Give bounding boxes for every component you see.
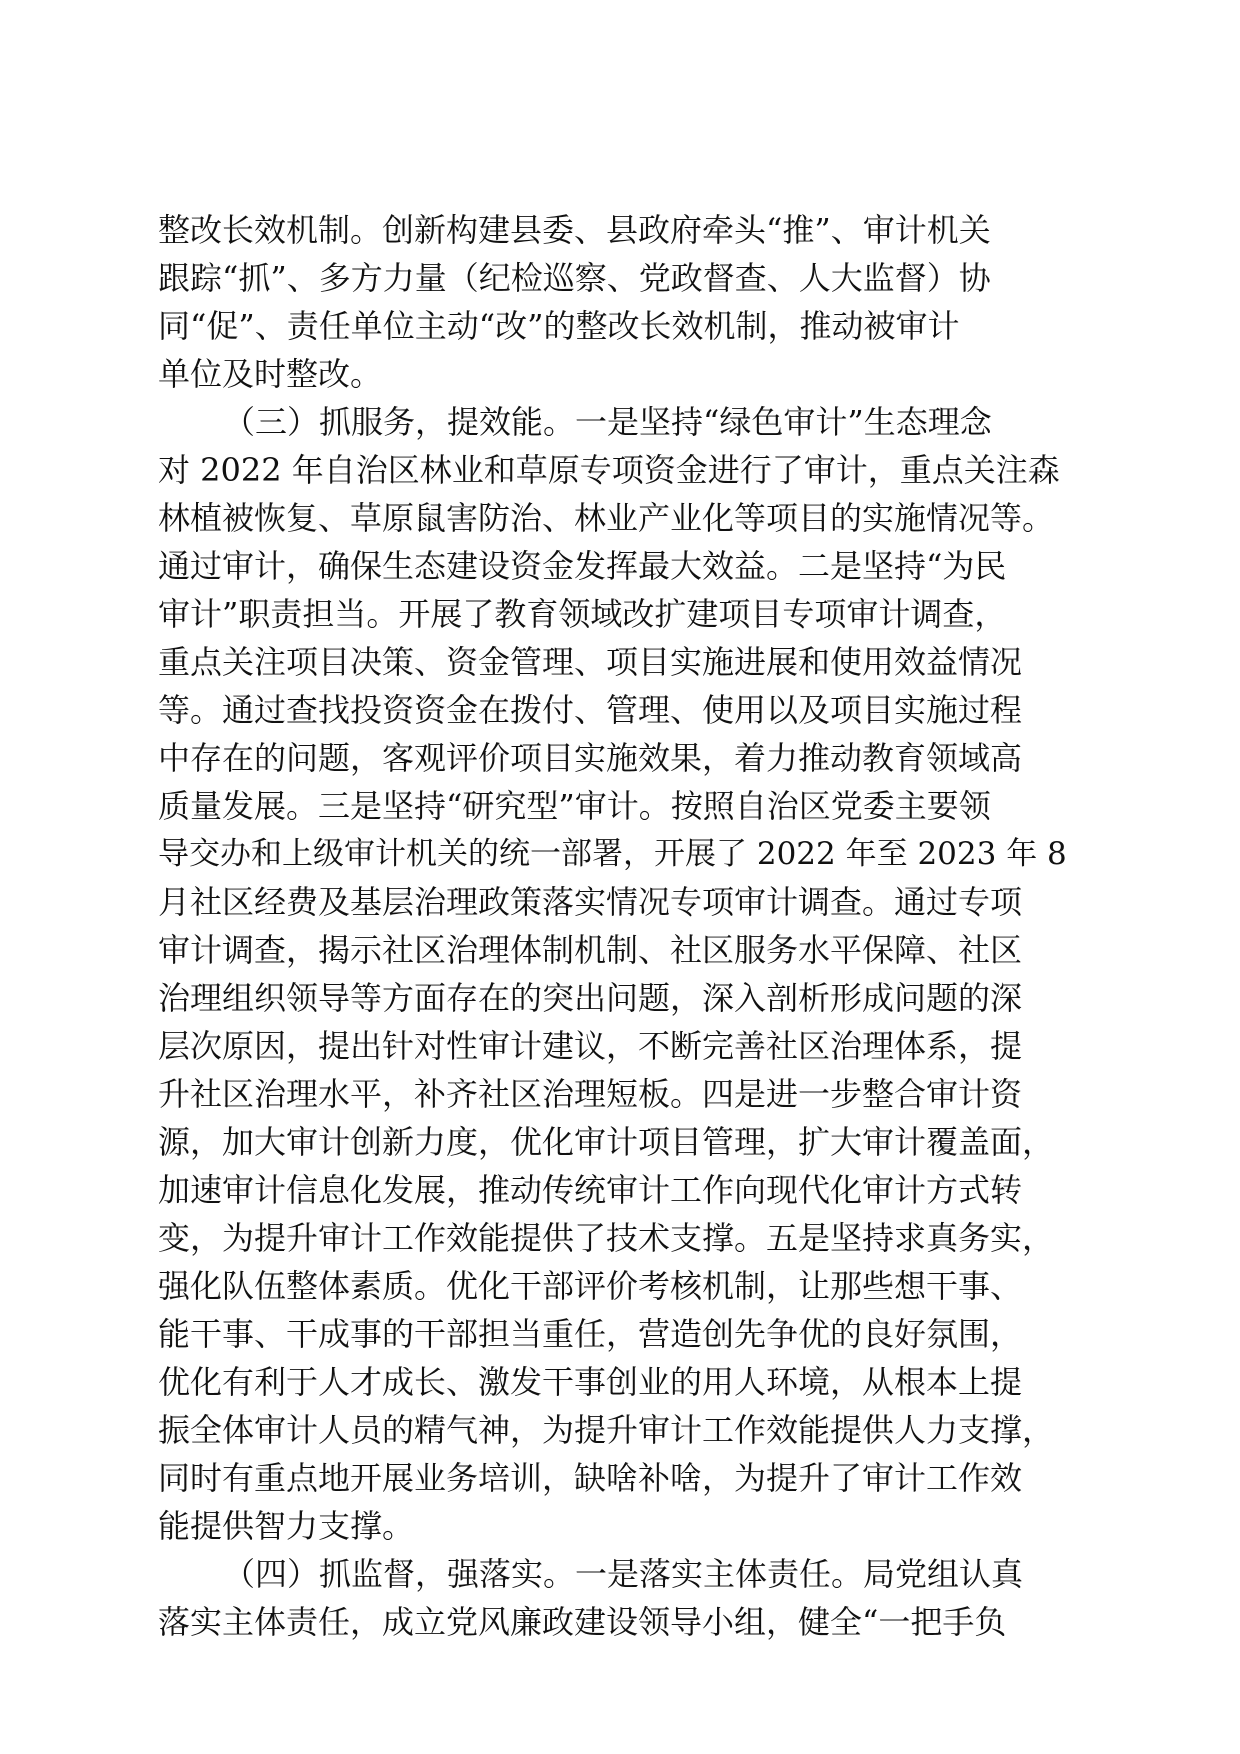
text-line-9: 审计”职责担当。开展了教育领域改扩建项目专项审计调查， — [158, 595, 1007, 633]
text-line-25: 优化有利于人才成长、激发干事创业的用人环境，从根本上提 — [158, 1363, 1023, 1401]
text-line-29: （四）抓监督，强落实。一是落实主体责任。局党组认真 — [223, 1555, 1024, 1593]
text-line-2: 跟踪“抓”、多方力量（纪检巡察、党政督查、人大监督）协 — [158, 259, 991, 297]
text-line-16: 审计调查，揭示社区治理体制机制、社区服务水平保障、社区 — [158, 931, 1023, 969]
text-line-15: 月社区经费及基层治理政策落实情况专项审计调查。通过专项 — [158, 883, 1023, 921]
text-line-8: 通过审计，确保生态建设资金发挥最大效益。二是坚持“为民 — [158, 547, 1007, 585]
text-line-3: 同“促”、责任单位主动“改”的整改长效机制，推动被审计 — [158, 307, 960, 345]
text-line-26: 振全体审计人员的精气神，为提升审计工作效能提供人力支撑， — [158, 1411, 1055, 1449]
text-line-12: 中存在的问题，客观评价项目实施效果，着力推动教育领域高 — [158, 739, 1023, 777]
text-line-18: 层次原因，提出针对性审计建议，不断完善社区治理体系，提 — [158, 1027, 1023, 1065]
text-line-13: 质量发展。三是坚持“研究型”审计。按照自治区党委主要领 — [158, 787, 991, 825]
text-line-1: 整改长效机制。创新构建县委、县政府牵头“推”、审计机关 — [158, 211, 991, 249]
text-line-19: 升社区治理水平，补齐社区治理短板。四是进一步整合审计资 — [158, 1075, 1023, 1113]
text-line-10: 重点关注项目决策、资金管理、项目实施进展和使用效益情况 — [158, 643, 1023, 681]
text-line-22: 变，为提升审计工作效能提供了技术支撑。五是坚持求真务实， — [158, 1219, 1055, 1257]
text-line-30: 落实主体责任，成立党风廉政建设领导小组，健全“一把手负 — [158, 1603, 1007, 1641]
text-line-28: 能提供智力支撑。 — [158, 1507, 415, 1545]
text-line-5: （三）抓服务，提效能。一是坚持“绿色审计”生态理念 — [223, 403, 992, 441]
text-line-24: 能干事、干成事的干部担当重任，营造创先争优的良好氛围， — [158, 1315, 1023, 1353]
text-line-20: 源，加大审计创新力度，优化审计项目管理，扩大审计覆盖面， — [158, 1123, 1055, 1161]
text-line-27: 同时有重点地开展业务培训，缺啥补啥，为提升了审计工作效 — [158, 1459, 1023, 1497]
text-line-7: 林植被恢复、草原鼠害防治、林业产业化等项目的实施情况等。 — [158, 499, 1055, 537]
text-line-23: 强化队伍整体素质。优化干部评价考核机制，让那些想干事、 — [158, 1267, 1023, 1305]
text-line-4: 单位及时整改。 — [158, 355, 383, 393]
text-line-11: 等。通过查找投资资金在拨付、管理、使用以及项目实施过程 — [158, 691, 1023, 729]
text-line-17: 治理组织领导等方面存在的突出问题，深入剖析形成问题的深 — [158, 979, 1023, 1017]
text-line-14: 导交办和上级审计机关的统一部署，开展了 2022 年至 2023 年 8 — [158, 836, 1067, 872]
text-line-6: 对 2022 年自治区林业和草原专项资金进行了审计，重点关注森 — [158, 451, 1060, 489]
text-line-21: 加速审计信息化发展，推动传统审计工作向现代化审计方式转 — [158, 1171, 1023, 1209]
